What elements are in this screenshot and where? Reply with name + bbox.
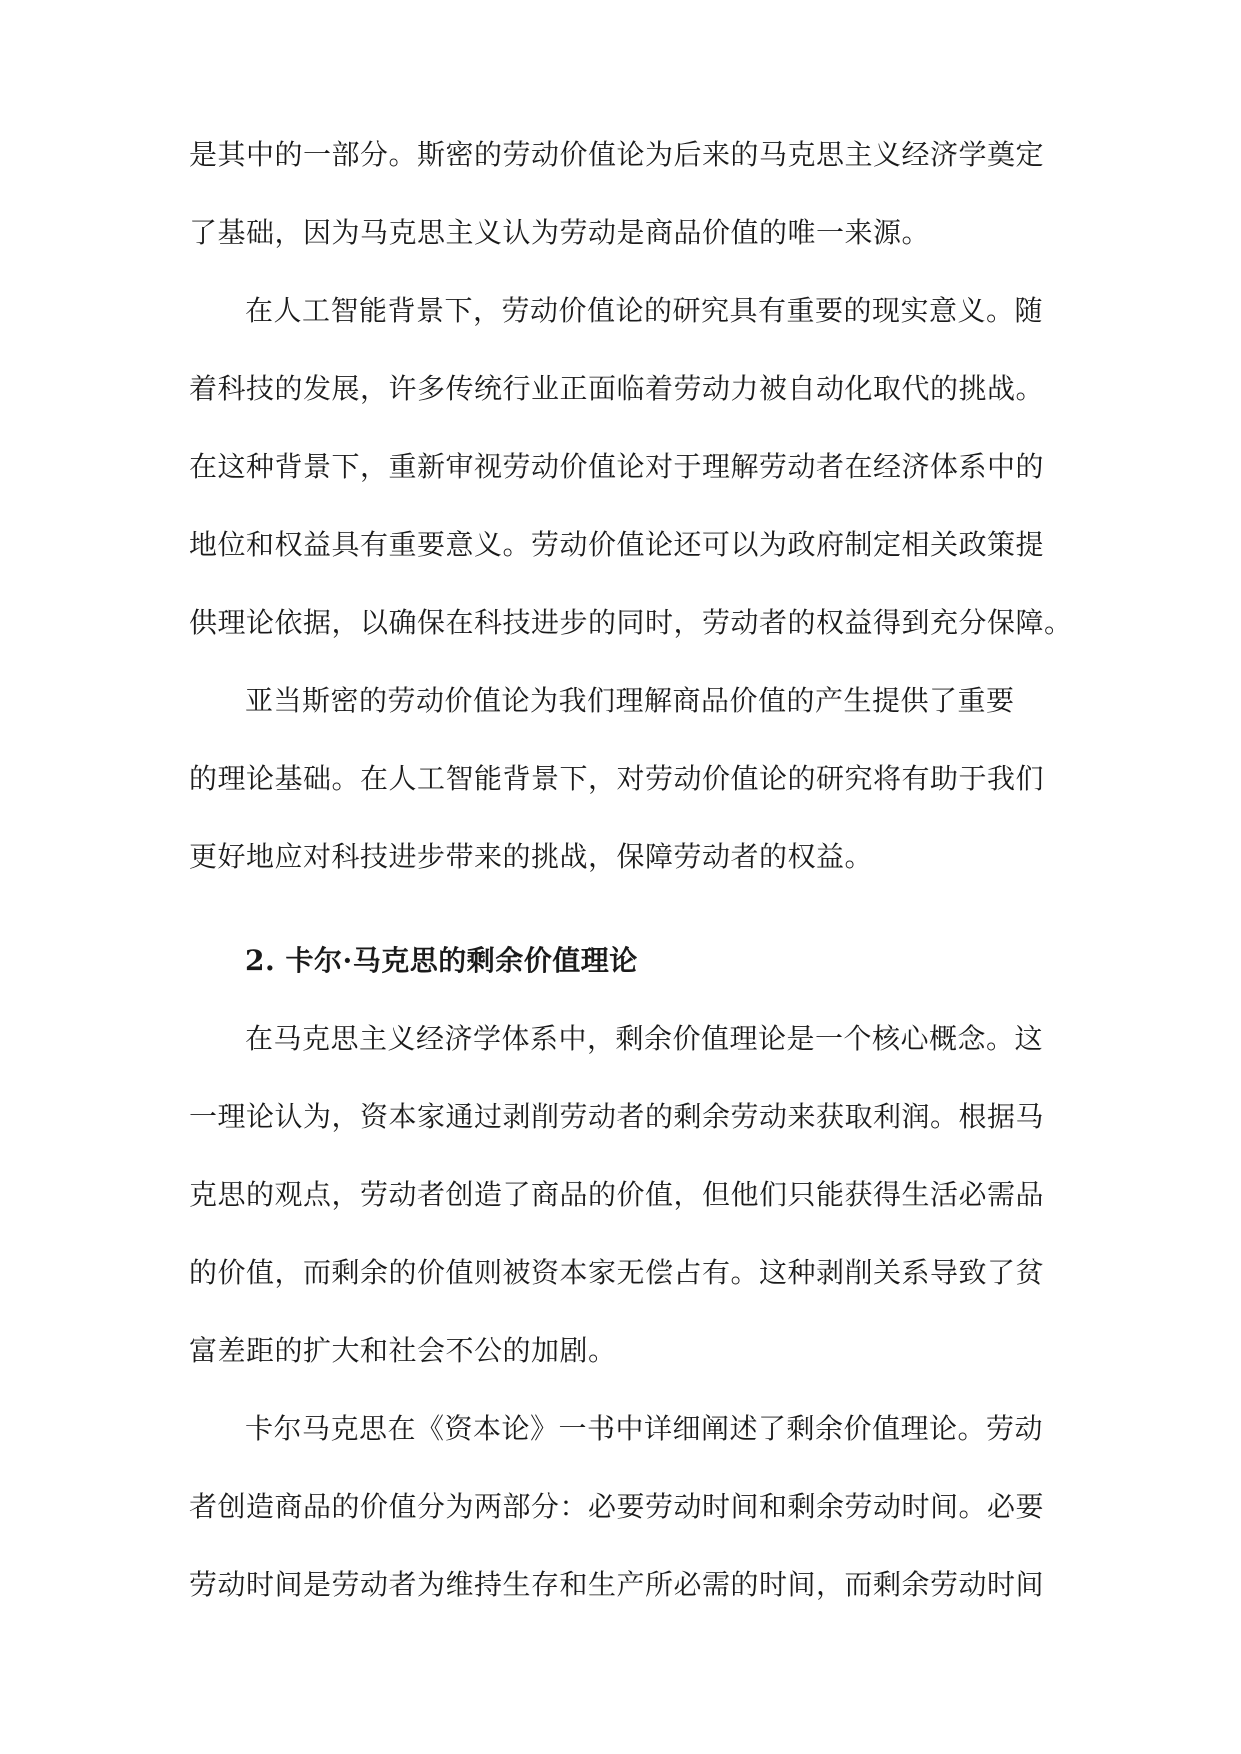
text-line: 克思的观点，劳动者创造了商品的价值，但他们只能获得生活必需品 — [189, 1178, 1045, 1211]
paragraph-ai-background — [189, 272, 1073, 662]
text-line: 一理论认为，资本家通过剥削劳动者的剩余劳动来获取利润。根据马 — [189, 1100, 1045, 1133]
text-line: 富差距的扩大和社会不公的加剧。 — [189, 1334, 617, 1367]
text-line: 劳动时间是劳动者为维持生存和生产所必需的时间，而剩余劳动时间 — [189, 1568, 1045, 1601]
text-line: 在这种背景下，重新审视劳动价值论对于理解劳动者在经济体系中的 — [189, 450, 1045, 483]
text-line: 的理论基础。在人工智能背景下，对劳动价值论的研究将有助于我们 — [189, 762, 1045, 795]
text-line: 更好地应对科技进步带来的挑战，保障劳动者的权益。 — [189, 840, 874, 873]
text-line: 的价值，而剩余的价值则被资本家无偿占有。这种剥削关系导致了贫 — [189, 1256, 1045, 1289]
paragraph-continuation — [189, 116, 1059, 272]
paragraph-surplus-value — [189, 1000, 1059, 1390]
text-line: 地位和权益具有重要意义。劳动价值论还可以为政府制定相关政策提 — [189, 528, 1045, 561]
text-line: 在人工智能背景下，劳动价值论的研究具有重要的现实意义。随 — [245, 294, 1044, 327]
text-line: 是其中的一部分。斯密的劳动价值论为后来的马克思主义经济学奠定 — [189, 138, 1045, 171]
text-line: 亚当斯密的劳动价值论为我们理解商品价值的产生提供了重要 — [245, 684, 1015, 717]
text-line: 着科技的发展，许多传统行业正面临着劳动力被自动化取代的挑战。 — [189, 372, 1045, 405]
text-line: 者创造商品的价值分为两部分：必要劳动时间和剩余劳动时间。必要 — [189, 1490, 1045, 1523]
section-heading: 2. 卡尔·马克思的剩余价值理论 — [245, 944, 638, 977]
text-line: 了基础，因为马克思主义认为劳动是商品价值的唯一来源。 — [189, 216, 931, 249]
text-line: 供理论依据，以确保在科技进步的同时，劳动者的权益得到充分保障。 — [189, 606, 1073, 639]
paragraph-summary — [189, 662, 1059, 896]
paragraph-das-kapital — [189, 1390, 1059, 1624]
text-line: 在马克思主义经济学体系中，剩余价值理论是一个核心概念。这 — [245, 1022, 1044, 1055]
text-line: 卡尔马克思在《资本论》一书中详细阐述了剩余价值理论。劳动 — [245, 1412, 1044, 1445]
